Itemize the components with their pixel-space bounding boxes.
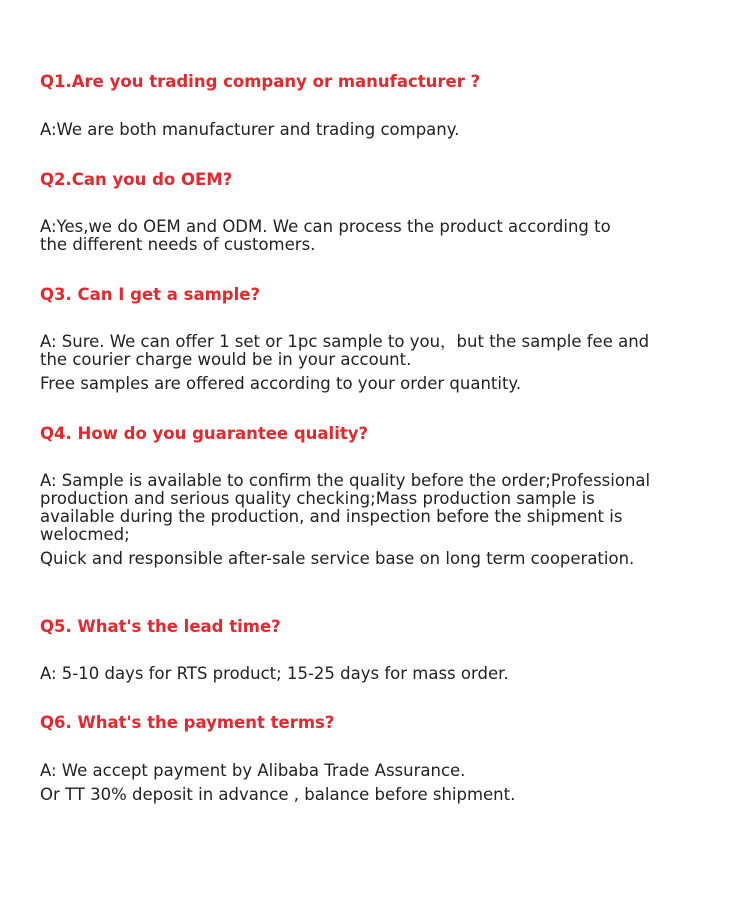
faq-answer-2 xyxy=(40,218,700,254)
faq-question-4: Q4. How do you guarantee quality? xyxy=(40,424,369,443)
faq-answer-6 xyxy=(40,762,700,804)
faq-answer-line: A: 5-10 days for RTS product; 15-25 days for mass order. xyxy=(40,664,509,683)
faq-answer-line: the courier charge would be in your account. xyxy=(40,350,412,369)
faq-answer-line: A: Sure. We can offer 1 set or 1pc sample to you，but the sample fee and xyxy=(40,332,650,351)
faq-answer-line: welocmed; xyxy=(40,525,130,544)
faq-answer-line: available during the production, and inspection before the shipment is xyxy=(40,507,623,526)
faq-answer-4 xyxy=(40,472,700,568)
faq-answer-line: A:We are both manufacturer and trading company. xyxy=(40,120,460,139)
faq-answer-line: the different needs of customers. xyxy=(40,235,316,254)
faq-question-2: Q2.Can you do OEM? xyxy=(40,170,233,189)
faq-answer-line: Or TT 30% deposit in advance , balance before shipment. xyxy=(40,785,516,804)
faq-answer-line: production and serious quality checking;Mass production sample is xyxy=(40,489,595,508)
faq-answer-line: A: Sample is available to confirm the quality before the order;Professional xyxy=(40,471,651,490)
faq-answer-line: Quick and responsible after-sale service base on long term cooperation. xyxy=(40,549,635,568)
faq-answer-1 xyxy=(40,121,700,139)
faq-answer-5 xyxy=(40,665,700,683)
faq-answer-line: A:Yes,we do OEM and ODM. We can process the product according to xyxy=(40,217,611,236)
faq-question-3: Q3. Can I get a sample? xyxy=(40,285,261,304)
faq-answer-line: A: We accept payment by Alibaba Trade Assurance. xyxy=(40,761,466,780)
faq-answer-3 xyxy=(40,333,700,393)
faq-question-6: Q6. What's the payment terms? xyxy=(40,713,335,732)
faq-question-5: Q5. What's the lead time? xyxy=(40,617,281,636)
faq-answer-line: Free samples are offered according to your order quantity. xyxy=(40,374,522,393)
faq-question-1: Q1.Are you trading company or manufacturer ? xyxy=(40,72,481,91)
